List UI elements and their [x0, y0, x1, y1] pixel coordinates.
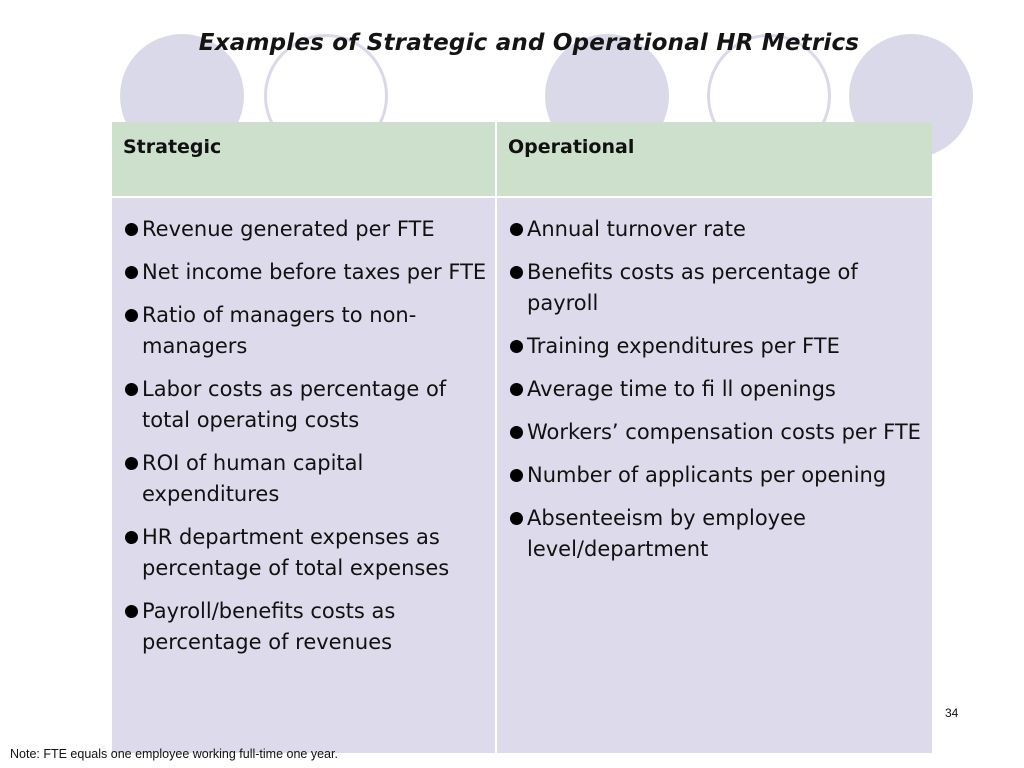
list-item: Labor costs as percentage of total operating costs [124, 374, 487, 436]
table-header-row [112, 122, 932, 197]
list-item: Training expenditures per FTE [509, 331, 924, 362]
list-item: Number of applicants per opening [509, 460, 924, 491]
slide-title: Examples of Strategic and Operational HR Metrics [198, 30, 860, 56]
list-item: Net income before taxes per FTE [124, 257, 487, 288]
list-item: Payroll/benefits costs as percentage of revenues [124, 596, 487, 658]
list-item: HR department expenses as percentage of total expenses [124, 522, 487, 584]
footnote: Note: FTE equals one employee working full-time one year. [10, 747, 338, 761]
metrics-table [112, 122, 932, 753]
operational-metric-list [509, 214, 924, 565]
header-operational: Operational [496, 122, 932, 197]
list-item: Annual turnover rate [509, 214, 924, 245]
operational-cell [496, 197, 932, 753]
strategic-metric-list [124, 214, 487, 658]
header-strategic: Strategic [112, 122, 496, 197]
list-item: Ratio of managers to non-managers [124, 300, 487, 362]
list-item: ROI of human capital expenditures [124, 448, 487, 510]
strategic-cell [112, 197, 496, 753]
list-item: Revenue generated per FTE [124, 214, 487, 245]
list-item: Absenteeism by employee level/department [509, 503, 924, 565]
list-item: Average time to fi ll openings [509, 374, 924, 405]
list-item: Workers’ compensation costs per FTE [509, 417, 924, 448]
page-number: 34 [945, 706, 959, 720]
table-body-row [112, 197, 932, 753]
list-item: Benefits costs as percentage of payroll [509, 257, 924, 319]
